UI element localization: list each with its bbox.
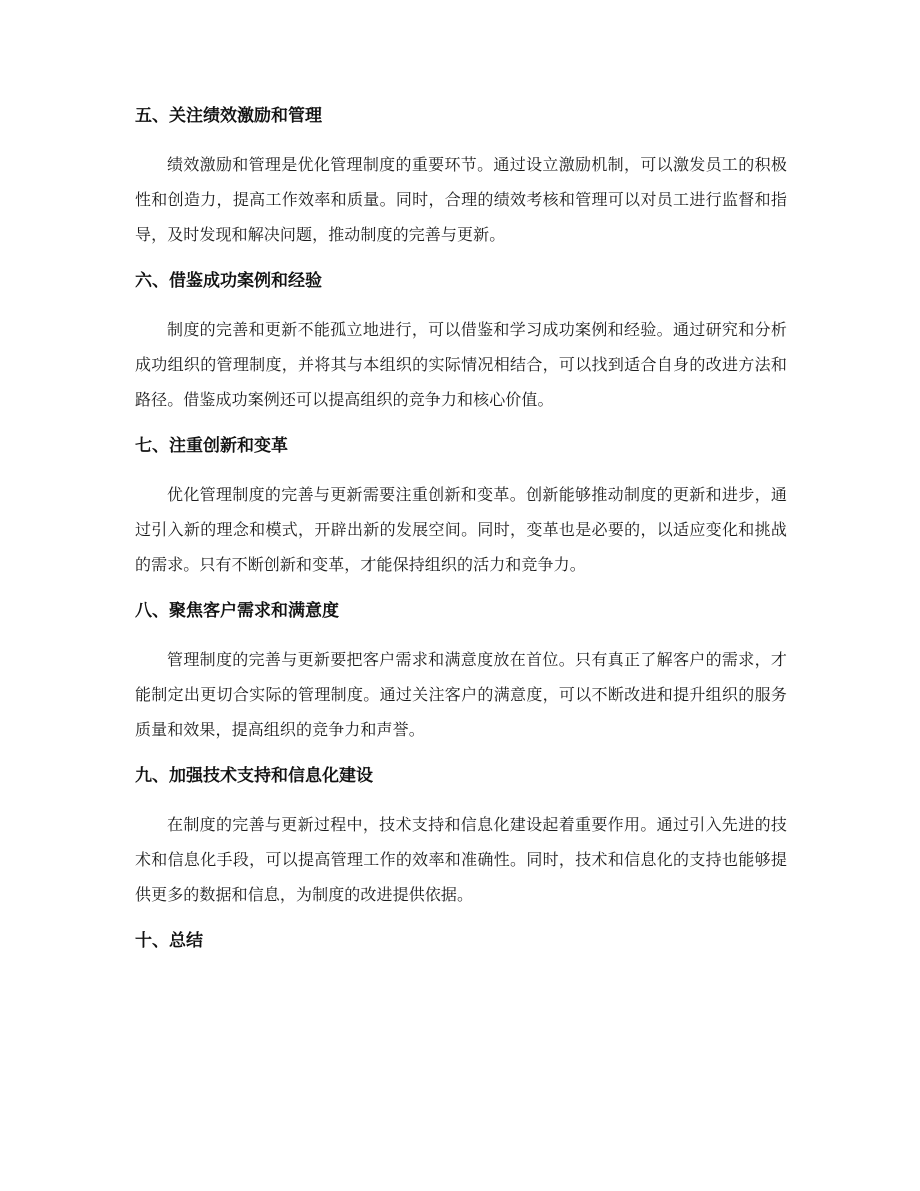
section-heading: 九、加强技术支持和信息化建设 (135, 766, 373, 786)
section-heading: 五、关注绩效激励和管理 (135, 106, 322, 126)
section-paragraph: 绩效激励和管理是优化管理制度的重要环节。通过设立激励机制，可以激发员工的积极性和创造力，提高工作效率和质量。同时，合理的绩效考核和管理可以对员工进行监督和指导，及时发现和解决问题，推动制度的完善与更新。 (135, 155, 787, 244)
section-paragraph: 管理制度的完善与更新要把客户需求和满意度放在首位。只有真正了解客户的需求，才能制定出更切合实际的管理制度。通过关注客户的满意度，可以不断改进和提升组织的服务质量和效果，提高组织的竞争力和声誉。 (135, 650, 787, 739)
section-heading: 十、总结 (135, 931, 203, 951)
section-heading: 七、注重创新和变革 (135, 436, 288, 456)
section-paragraph: 优化管理制度的完善与更新需要注重创新和变革。创新能够推动制度的更新和进步，通过引入新的理念和模式，开辟出新的发展空间。同时，变革也是必要的，以适应变化和挑战的需求。只有不断创新和变革，才能保持组织的活力和竞争力。 (135, 485, 787, 574)
section-paragraph: 制度的完善和更新不能孤立地进行，可以借鉴和学习成功案例和经验。通过研究和分析成功组织的管理制度，并将其与本组织的实际情况相结合，可以找到适合自身的改进方法和路径。借鉴成功案例还可以提高组织的竞争力和核心价值。 (135, 320, 787, 409)
section-heading: 八、聚焦客户需求和满意度 (135, 601, 339, 621)
section-paragraph: 在制度的完善与更新过程中，技术支持和信息化建设起着重要作用。通过引入先进的技术和信息化手段，可以提高管理工作的效率和准确性。同时，技术和信息化的支持也能够提供更多的数据和信息，为制度的改进提供依据。 (135, 815, 787, 904)
document-page (135, 104, 787, 972)
section-heading: 六、借鉴成功案例和经验 (135, 271, 322, 291)
